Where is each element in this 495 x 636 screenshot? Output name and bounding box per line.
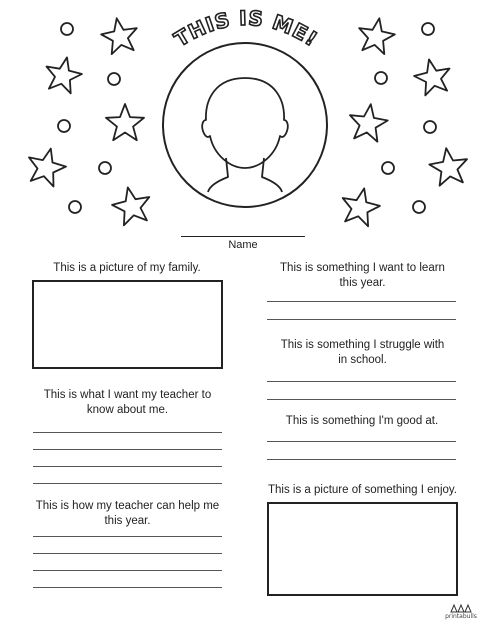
- teacher-know-prompt: This is what I want my teacher to know about me.: [43, 389, 212, 416]
- star-icon: [343, 188, 380, 226]
- star-icon: [429, 148, 467, 186]
- star-icon: [359, 18, 395, 54]
- star-icon: [414, 59, 449, 95]
- family-picture-box[interactable]: [32, 280, 223, 369]
- star-icon: [29, 149, 66, 187]
- circle-icon: [382, 162, 394, 174]
- teacher-know-line-3[interactable]: [33, 466, 222, 467]
- circle-icon: [61, 23, 73, 35]
- teacher-help-line-1[interactable]: [33, 536, 222, 537]
- teacher-know-line-2[interactable]: [33, 449, 222, 450]
- family-prompt: This is a picture of my family.: [53, 262, 201, 274]
- good-at-line-1[interactable]: [267, 441, 456, 442]
- circle-icon: [422, 23, 434, 35]
- portrait-frame: [163, 43, 327, 207]
- struggle-line-2[interactable]: [267, 399, 456, 400]
- star-icon: [101, 18, 137, 54]
- teacher-help-prompt: This is how my teacher can help me this year.: [35, 500, 220, 527]
- learn-line-2[interactable]: [267, 319, 456, 320]
- good-at-line-2[interactable]: [267, 459, 456, 460]
- star-icon: [47, 57, 82, 93]
- star-icon: [350, 104, 388, 142]
- name-line[interactable]: [181, 236, 305, 237]
- title-text: THIS IS ME!: [170, 5, 323, 52]
- learn-prompt: This is something I want to learn this year.: [280, 262, 445, 289]
- teacher-know-line-4[interactable]: [33, 483, 222, 484]
- teacher-help-line-3[interactable]: [33, 570, 222, 571]
- printabulls-logo-icon: [449, 603, 473, 613]
- teacher-help-line-2[interactable]: [33, 553, 222, 554]
- teacher-know-line-1[interactable]: [33, 432, 222, 433]
- teacher-help-line-4[interactable]: [33, 587, 222, 588]
- head-silhouette-icon: [202, 78, 288, 192]
- circle-icon: [375, 72, 387, 84]
- circle-icon: [424, 121, 436, 133]
- circle-icon: [108, 73, 120, 85]
- name-label: Name: [228, 239, 258, 251]
- circle-icon: [69, 201, 81, 213]
- enjoy-prompt: This is a picture of something I enjoy.: [268, 484, 457, 496]
- learn-line-1[interactable]: [267, 301, 456, 302]
- enjoy-picture-box[interactable]: [267, 502, 458, 596]
- circle-icon: [413, 201, 425, 213]
- struggle-line-1[interactable]: [267, 381, 456, 382]
- star-icon: [106, 104, 144, 140]
- circle-icon: [99, 162, 111, 174]
- logo-text: printabulls: [445, 613, 477, 620]
- circle-icon: [58, 120, 70, 132]
- star-icon: [112, 187, 149, 225]
- good-at-prompt: This is something I'm good at.: [285, 415, 439, 427]
- struggle-prompt: This is something I struggle with in school.: [280, 339, 445, 366]
